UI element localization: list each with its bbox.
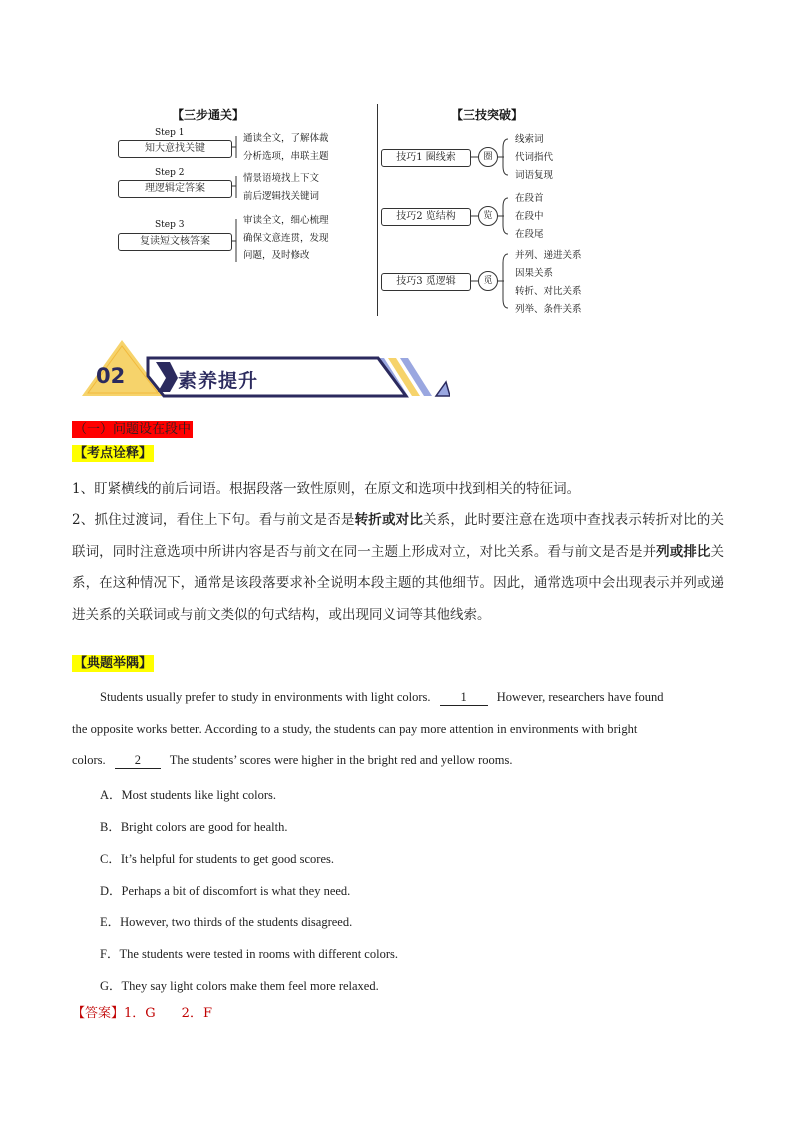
passage-line-1 [100, 690, 724, 706]
point-2 [72, 505, 724, 631]
step-3-notes [243, 212, 329, 265]
technique-2-box: 技巧2 览结构 [381, 208, 471, 226]
technique-3-circle: 觅 [478, 271, 498, 291]
passage-line-3 [72, 753, 512, 769]
passage-text: Students usually prefer to study in environments with light colors. [100, 690, 431, 704]
example-label: 【典题举隅】 [74, 656, 153, 671]
passage-text: However, researchers have found [496, 690, 664, 704]
step-2-box: 理逻辑定答案 [118, 180, 232, 198]
answer [72, 1002, 212, 1021]
answer-text: 1．G 2．F [124, 1006, 212, 1021]
step-3-note: 确保文意连贯，发现 [243, 232, 329, 244]
step-1-note: 通读全文，了解体裁 [243, 133, 329, 144]
technique-3-item: 因果关系 [515, 268, 554, 279]
step-1-note: 分析选项，串联主题 [243, 150, 329, 162]
option-d[interactable]: D．Perhaps a bit of discomfort is what they need. [100, 884, 351, 898]
step-2-note: 前后逻辑找关键词 [243, 190, 320, 202]
step-2-notes [243, 170, 319, 205]
technique-2-item: 在段首 [515, 193, 544, 204]
step-1-notes [243, 130, 329, 165]
banner-title: 素养提升 [178, 370, 259, 392]
answer-label: 【答案】 [72, 1006, 125, 1021]
points-label: 【考点诠释】 [74, 446, 153, 461]
technique-3-item: 转折、对比关系 [515, 286, 582, 297]
blank-2[interactable]: 2 [115, 753, 161, 769]
option-g[interactable]: G．They say light colors make them feel more relaxed. [100, 979, 379, 993]
step-2-label: Step 2 [155, 168, 185, 178]
banner-number: 02 [96, 364, 126, 388]
technique-1-item: 词语复现 [515, 170, 554, 181]
option-b[interactable]: B．Bright colors are good for health. [100, 820, 288, 834]
technique-1-item: 代词指代 [515, 152, 554, 163]
option-c[interactable]: C．It’s helpful for students to get good scores. [100, 852, 334, 866]
technique-3-box: 技巧3 觅逻辑 [381, 273, 471, 291]
option-a[interactable]: A．Most students like light colors. [100, 788, 277, 802]
option-e[interactable]: E．However, two thirds of the students disagreed. [100, 915, 353, 929]
technique-2-item: 在段尾 [515, 229, 544, 240]
step-3-box: 复读短文核答案 [118, 233, 232, 251]
step-1-label: Step 1 [155, 128, 185, 138]
point-2-bold: 转折或对比 [354, 512, 424, 528]
point-2-text: 关系，此时要注意在选项中查找表示转折对比的关联词，同时注意选项中所讲内容是否与前文在同一主题上形成对立，对比关系。看与前文是否是并 [72, 512, 725, 560]
diagram-right-title: 【三技突破】 [451, 108, 524, 122]
step-3-label: Step 3 [155, 220, 185, 230]
passage-text: colors. [72, 753, 106, 767]
technique-2-circle: 览 [478, 206, 498, 226]
section-heading: （一）问题设在段中 [74, 422, 192, 437]
step-3-note: 问题，及时修改 [243, 250, 310, 261]
step-3-note: 审读全文，细心梳理 [243, 215, 329, 226]
technique-1-item: 线索词 [515, 134, 544, 145]
banner-graphic [78, 338, 450, 400]
technique-2-item: 在段中 [515, 211, 544, 222]
point-2-text: 关系，在这种情况下，通常是该段落要求补全说明本段主题的其他细节。因此，通常选项中会出现表示并列或递进关系的关联词或与前文类似的句式结构，或出现同义词等其他线索。 [72, 543, 725, 623]
technique-3-item: 并列、递进关系 [515, 250, 582, 261]
blank-1[interactable]: 1 [440, 690, 488, 706]
step-2-note: 情景语境找上下文 [243, 173, 320, 184]
technique-1-circle: 圈 [478, 147, 498, 167]
point-2-bold: 列或排比 [656, 543, 711, 560]
diagram-divider [377, 104, 378, 316]
point-2-text: 2、抓住过渡词，看住上下句。看与前文是否是 [72, 512, 355, 528]
diagram-left-title: 【三步通关】 [172, 108, 245, 122]
passage-text: The students’ scores were higher in the bright red and yellow rooms. [169, 753, 513, 767]
passage-line-2: the opposite works better. According to a study, the students can pay more attention in environments with bright [72, 722, 638, 736]
option-f[interactable]: F．The students were tested in rooms with different colors. [100, 947, 398, 961]
technique-1-box: 技巧1 圈线索 [381, 149, 471, 167]
step-1-box: 知大意找关键 [118, 140, 232, 158]
point-1: 1、盯紧横线的前后词语。根据段落一致性原则，在原文和选项中找到相关的特征词。 [72, 481, 581, 497]
technique-3-item: 列举、条件关系 [515, 304, 582, 315]
